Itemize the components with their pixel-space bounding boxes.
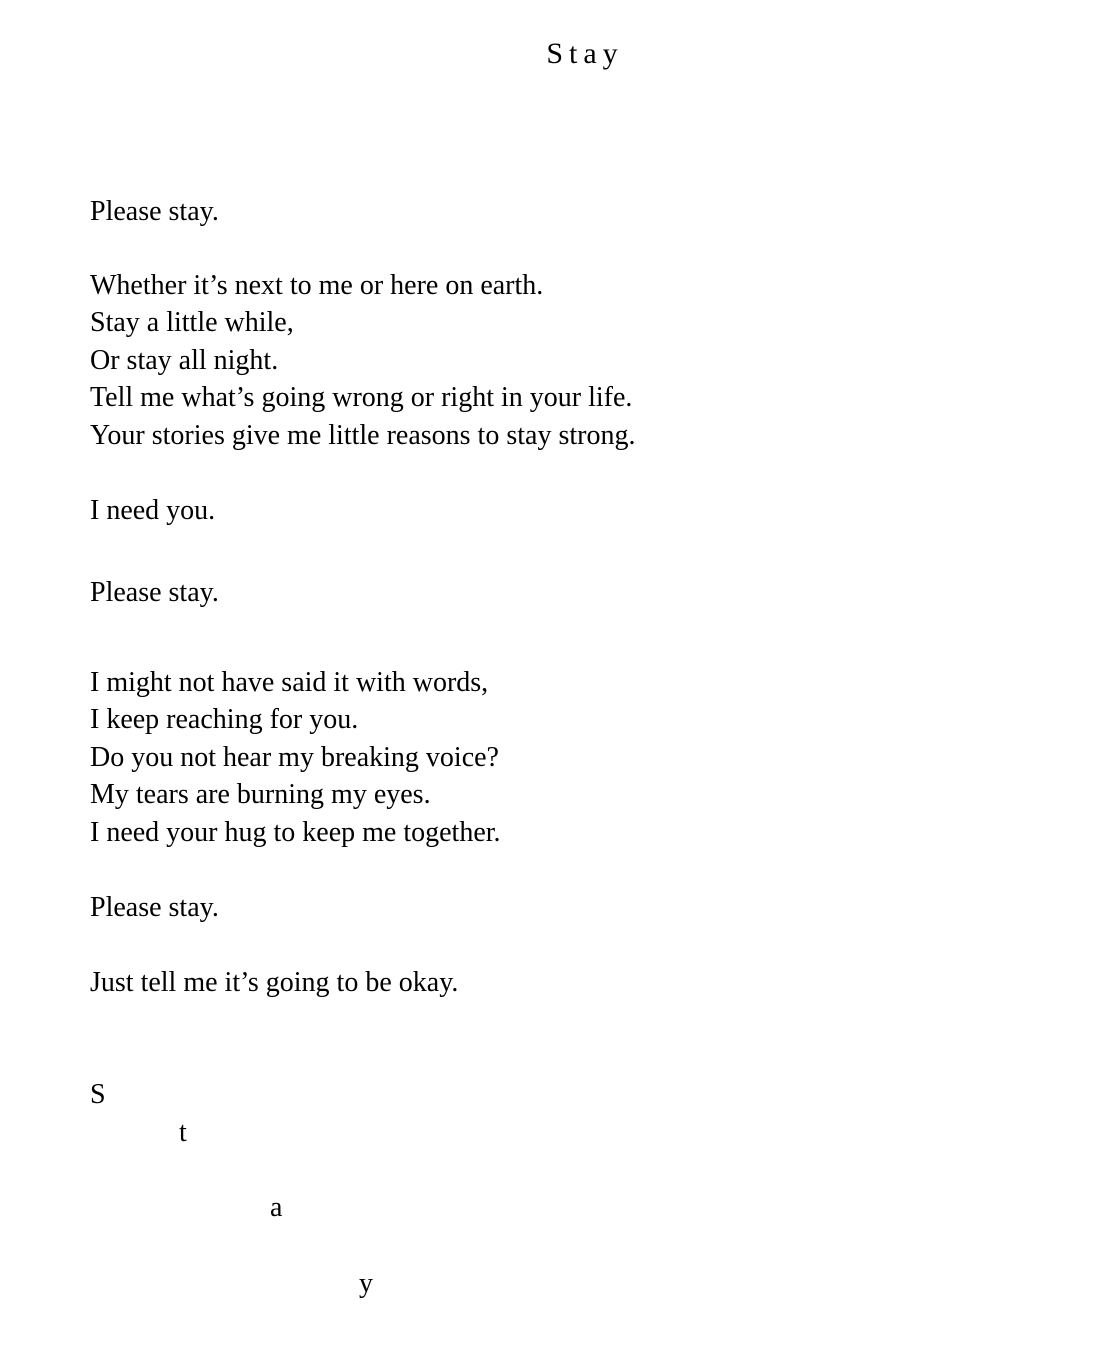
poem-line: My tears are burning my eyes. bbox=[90, 779, 431, 810]
poem-title: Stay bbox=[546, 37, 624, 70]
poem-line: Whether it’s next to me or here on earth. bbox=[90, 270, 544, 301]
falling-letter: y bbox=[359, 1268, 373, 1299]
poem-line: Please stay. bbox=[90, 577, 219, 608]
poem-line: Please stay. bbox=[90, 892, 219, 923]
poem-line: Stay a little while, bbox=[90, 307, 294, 338]
falling-letter: t bbox=[179, 1117, 187, 1148]
poem-line: Do you not hear my breaking voice? bbox=[90, 742, 499, 773]
poem-line: I might not have said it with words, bbox=[90, 667, 489, 698]
poem-line: I need you. bbox=[90, 495, 216, 526]
poem-line: Please stay. bbox=[90, 196, 219, 227]
poem-line: Or stay all night. bbox=[90, 345, 279, 376]
poem-line: Tell me what’s going wrong or right in your life. bbox=[90, 382, 633, 413]
poem-line: I keep reaching for you. bbox=[90, 704, 359, 735]
falling-letter: S bbox=[90, 1079, 106, 1110]
poem-line: Just tell me it’s going to be okay. bbox=[90, 967, 459, 998]
falling-letter: a bbox=[270, 1192, 283, 1223]
poem-line: Your stories give me little reasons to stay strong. bbox=[90, 420, 636, 451]
poem-line: I need your hug to keep me together. bbox=[90, 817, 501, 848]
